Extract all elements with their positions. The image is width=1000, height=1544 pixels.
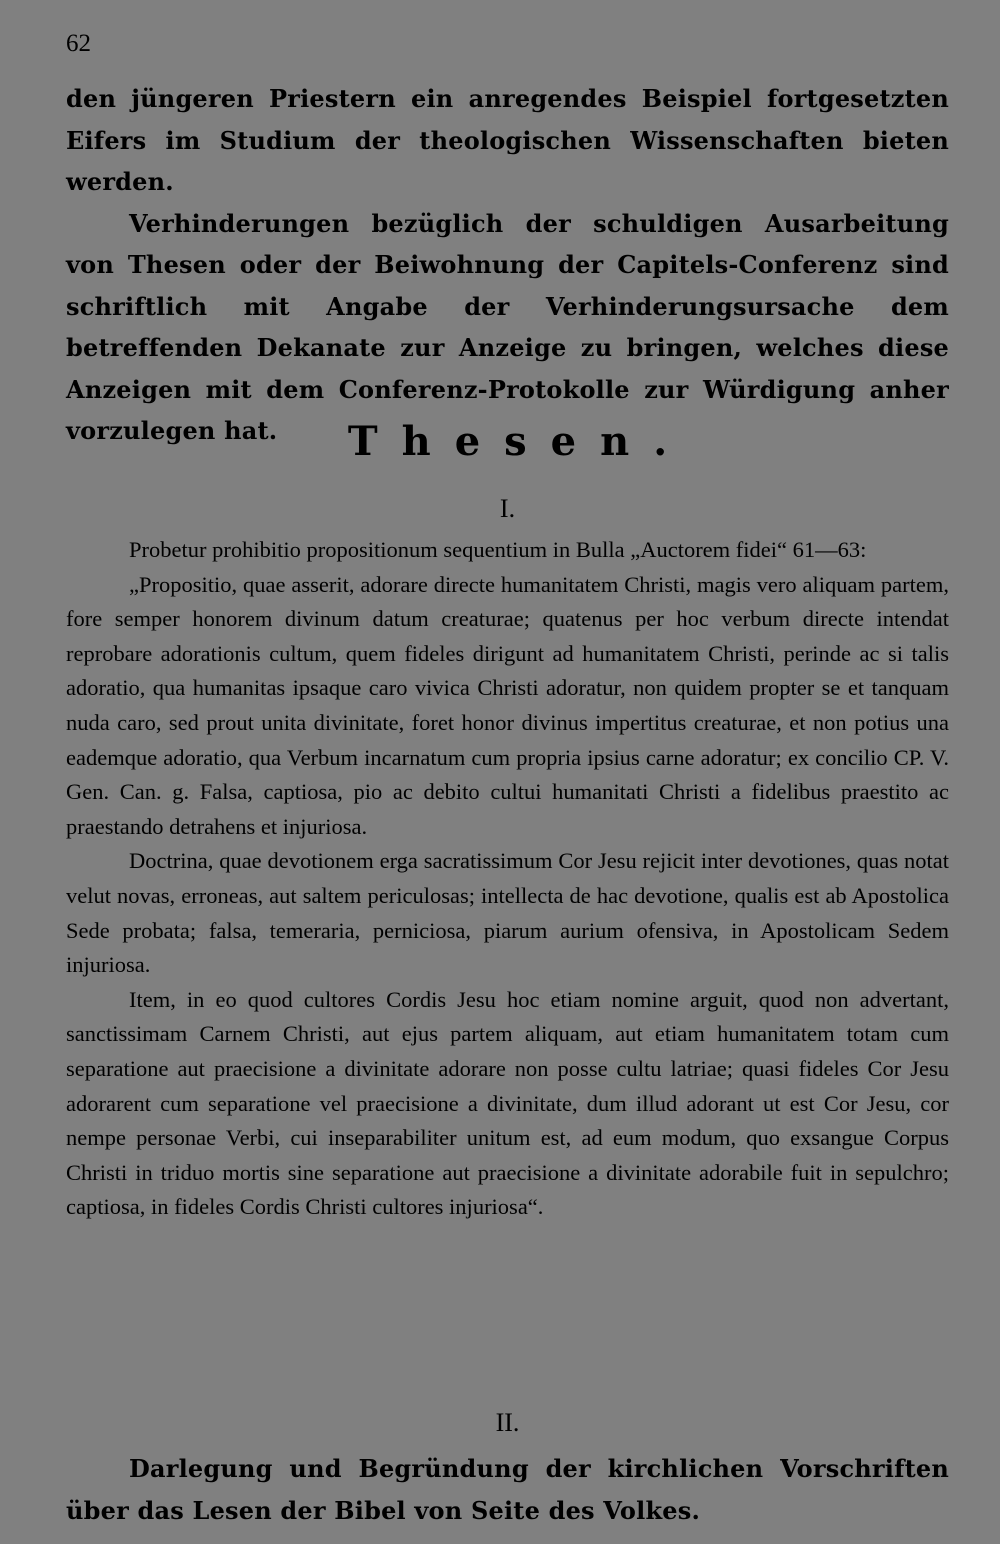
- section-heading: Thesen.: [347, 418, 692, 465]
- section-two-body: [66, 1448, 949, 1531]
- section-one-body: [66, 533, 949, 1225]
- thesis-two-text: Darlegung und Begründung der kirchlichen Vorschriften über das Lesen der Bibel von Seite des Volkes.: [66, 1454, 949, 1525]
- thesis-intro: Probetur prohibitio propositionum sequentium in Bulla „Auctorem fidei“ 61—63:: [129, 537, 867, 562]
- page-number: 62: [66, 30, 91, 57]
- section-two-numeral: II.: [495, 1408, 520, 1437]
- book-page: [66, 0, 949, 1544]
- german-paragraph: Verhinderungen bezüglich der schuldigen Ausarbeitung von Thesen oder der Beiwohnung der Capitels-Conferenz sind schriftlich mit Angabe der Verhinderungsursache dem betreffenden Dekanate zur Anzeige zu bringen, welches diese Anzeigen mit dem Conferenz-Protokolle zur Würdigung anher vorzulegen hat.: [66, 208, 949, 445]
- german-continuation: den jüngeren Priestern ein anregendes Beispiel fortgesetzten Eifers im Studium der theologischen Wissenschaften bieten werden.: [66, 84, 949, 196]
- thesis-paragraph-3: Item, in eo quod cultores Cordis Jesu hoc etiam nomine arguit, quod non advertant, sanctissimam Carnem Christi, aut ejus partem aliquam, aut etiam humanitatem totam cum separatione aut praecisione a divinitate adorare non posse cultu latriae; quasi fideles Cor Jesu adorarent cum separatione vel praecisione a divinitate, dum illud adorant ut est Cor Jesu, cor nempe personae Verbi, cui inseparabiliter unitum est, ad eum modum, quo exsangue Corpus Christi in triduo mortis sine separatione aut praecisione a divinitate adorabile fuit in sepulchro; captiosa, in fideles Cordis Christi cultores injuriosa“.: [66, 986, 949, 1220]
- thesis-paragraph-2: Doctrina, quae devotionem erga sacratissimum Cor Jesu rejicit inter devotiones, quas notat velut novas, erroneas, aut saltem periculosas; intellecta de hac devotione, qualis est ab Apostolica Sede probata; falsa, temeraria, perniciosa, piarum aurium ofensiva, in Apostolicam Sedem injuriosa.: [66, 848, 949, 978]
- german-text-top: [66, 78, 949, 452]
- thesis-paragraph-1: „Propositio, quae asserit, adorare directe humanitatem Christi, magis vero aliquam partem, fore semper honorem divinum datum creaturae; quatenus per hoc verbum directe intendat reprobare adorationis cultum, quem fideles dirigunt ad humanitatem Christi, perinde ac si talis adoratio, qua humanitas ipsaque caro vivica Christi adoratur, non quidem propter se et tanquam nuda caro, sed prout unita divinitate, foret honor divinus impertitus creaturae, et non potius una eademque adoratio, qua Verbum incarnatum cum propria ipsius carne adoratur; ex concilio CP. V. Gen. Can. g. Falsa, captiosa, pio ac debito cultui humanitati Christi a fidelibus praestito ac praestando detrahens et injuriosa.: [66, 571, 949, 839]
- section-one-numeral: I.: [499, 494, 516, 523]
